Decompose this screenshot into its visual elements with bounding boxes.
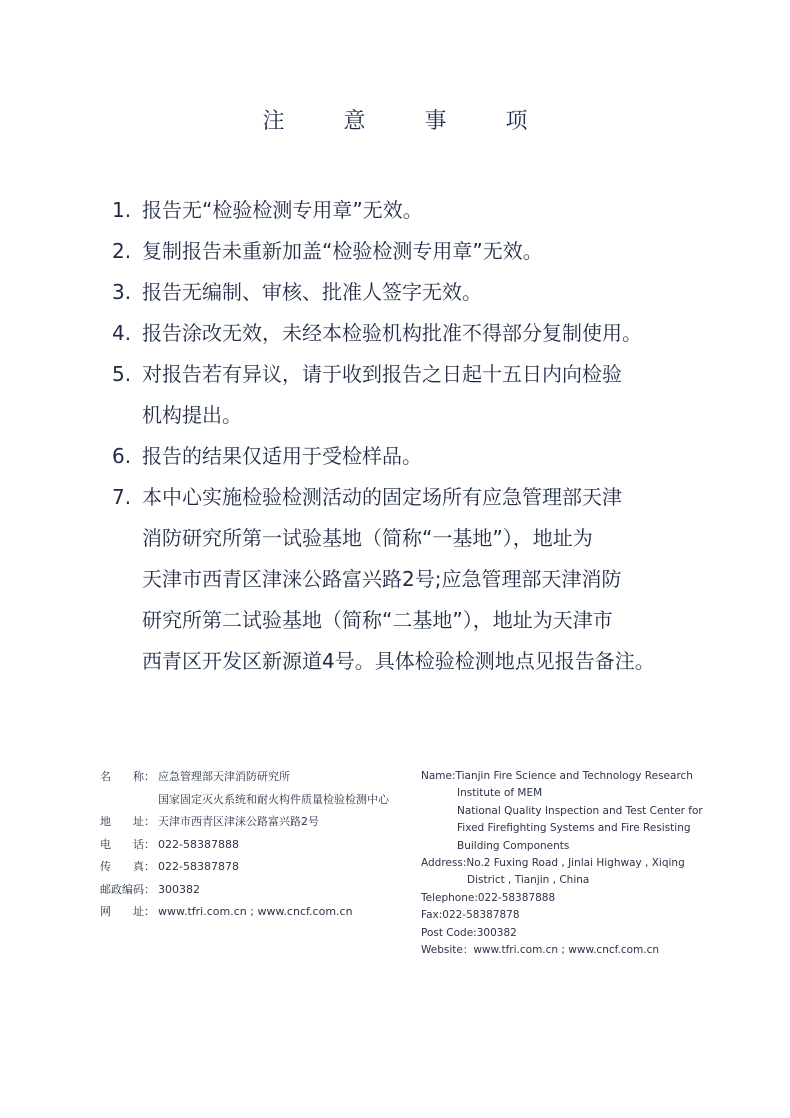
notice-item-line	[112, 559, 732, 600]
zh-tel-row	[100, 834, 389, 857]
page-title: 注 意 事 项	[262, 109, 554, 134]
notice-list	[112, 190, 732, 682]
en-name-3: National Quality Inspection and Test Center for	[457, 804, 703, 817]
notice-item-text: 天津市西青区津涞公路富兴路2号;应急管理部天津消防	[142, 567, 622, 591]
en-address-1: Address:No.2 Fuxing Road , Jinlai Highway , Xiqing	[421, 857, 685, 870]
en-web: Website：www.tfri.com.cn ; www.cncf.com.cn	[421, 944, 660, 957]
zh-name-2: 国家固定灭火系统和耐火构件质量检验检测中心	[158, 792, 389, 806]
en-fax: Fax:022-58387878	[421, 909, 520, 922]
zh-web: www.tfri.com.cn ; www.cncf.com.cn	[158, 905, 353, 918]
zh-address-label: 地 址：	[100, 815, 155, 828]
notice-item-text: 研究所第二试验基地（简称“二基地”），地址为天津市	[142, 608, 613, 632]
notice-item-line	[112, 231, 732, 272]
notice-item-text: 对报告若有异议，请于收到报告之日起十五日内向检验	[142, 362, 622, 386]
notice-item-text: 复制报告未重新加盖“检验检测专用章”无效。	[142, 239, 543, 263]
zh-fax-row	[100, 856, 389, 879]
notice-item-line	[112, 477, 732, 518]
notice-item-text: 报告无编制、审核、批准人签字无效。	[142, 280, 482, 304]
notice-item-line	[112, 190, 732, 231]
notice-item-number	[112, 600, 142, 641]
notice-item-text: 消防研究所第一试验基地（简称“一基地”），地址为	[142, 526, 593, 550]
notice-item-text: 机构提出。	[142, 403, 242, 427]
notice-item-number: 2.	[112, 239, 132, 263]
notice-item-number: 5.	[112, 362, 132, 386]
notice-item-line	[112, 600, 732, 641]
notice-item-text: 西青区开发区新源道4号。具体检验检测地点见报告备注。	[142, 649, 655, 673]
zh-post-label: 邮政编码：	[100, 882, 155, 896]
zh-name-label: 名 称：	[100, 770, 155, 783]
zh-fax: 022-58387878	[158, 860, 239, 873]
en-address-2: District , Tianjin , China	[467, 874, 590, 887]
notice-item-line	[112, 354, 732, 395]
en-name-1: Name:Tianjin Fire Science and Technology Research	[421, 770, 693, 782]
notice-item-line	[112, 395, 732, 436]
zh-post: 300382	[158, 882, 200, 896]
notice-item-text: 报告的结果仅适用于受检样品。	[142, 444, 422, 468]
chinese-contact-block	[100, 766, 389, 924]
en-name-5: Building Components	[457, 839, 570, 852]
notice-item-line	[112, 436, 732, 477]
notice-item-number: 3.	[112, 280, 132, 304]
notice-item-number: 4.	[112, 321, 132, 345]
notice-item-number: 6.	[112, 444, 132, 468]
zh-fax-label: 传 真：	[100, 860, 155, 873]
zh-tel: 022-58387888	[158, 837, 239, 851]
notice-item-line	[112, 518, 732, 559]
notice-item-number	[112, 395, 142, 436]
zh-address-row	[100, 811, 389, 834]
zh-name-row-2	[100, 789, 389, 812]
zh-name-row	[100, 766, 389, 789]
zh-address: 天津市西青区津涞公路富兴路2号	[158, 815, 319, 828]
zh-web-label: 网 址：	[100, 905, 155, 918]
en-tel: Telephone:022-58387888	[421, 891, 556, 904]
notice-item-text: 报告涂改无效，未经本检验机构批准不得部分复制使用。	[142, 321, 642, 345]
en-name-2: Institute of MEM	[457, 787, 543, 800]
notice-item-text: 报告无“检验检测专用章”无效。	[142, 198, 423, 222]
notice-item-number: 1.	[112, 198, 132, 222]
zh-post-row	[100, 879, 389, 902]
notice-item-text: 本中心实施检验检测活动的固定场所有应急管理部天津	[142, 485, 622, 509]
notice-item-number	[112, 641, 142, 682]
zh-web-row	[100, 901, 389, 924]
notice-item-number: 7.	[112, 485, 132, 509]
notice-item-line	[112, 313, 732, 354]
en-name-4: Fixed Firefighting Systems and Fire Resisting	[457, 822, 691, 835]
notice-item-number	[112, 559, 142, 600]
notice-item-number	[112, 518, 142, 559]
notice-item-line	[112, 272, 732, 313]
zh-name-1: 应急管理部天津消防研究所	[158, 770, 290, 783]
zh-tel-label: 电 话：	[100, 837, 155, 851]
en-post: Post Code:300382	[421, 926, 517, 939]
notice-item-line	[112, 641, 732, 682]
english-contact-block	[421, 768, 721, 959]
